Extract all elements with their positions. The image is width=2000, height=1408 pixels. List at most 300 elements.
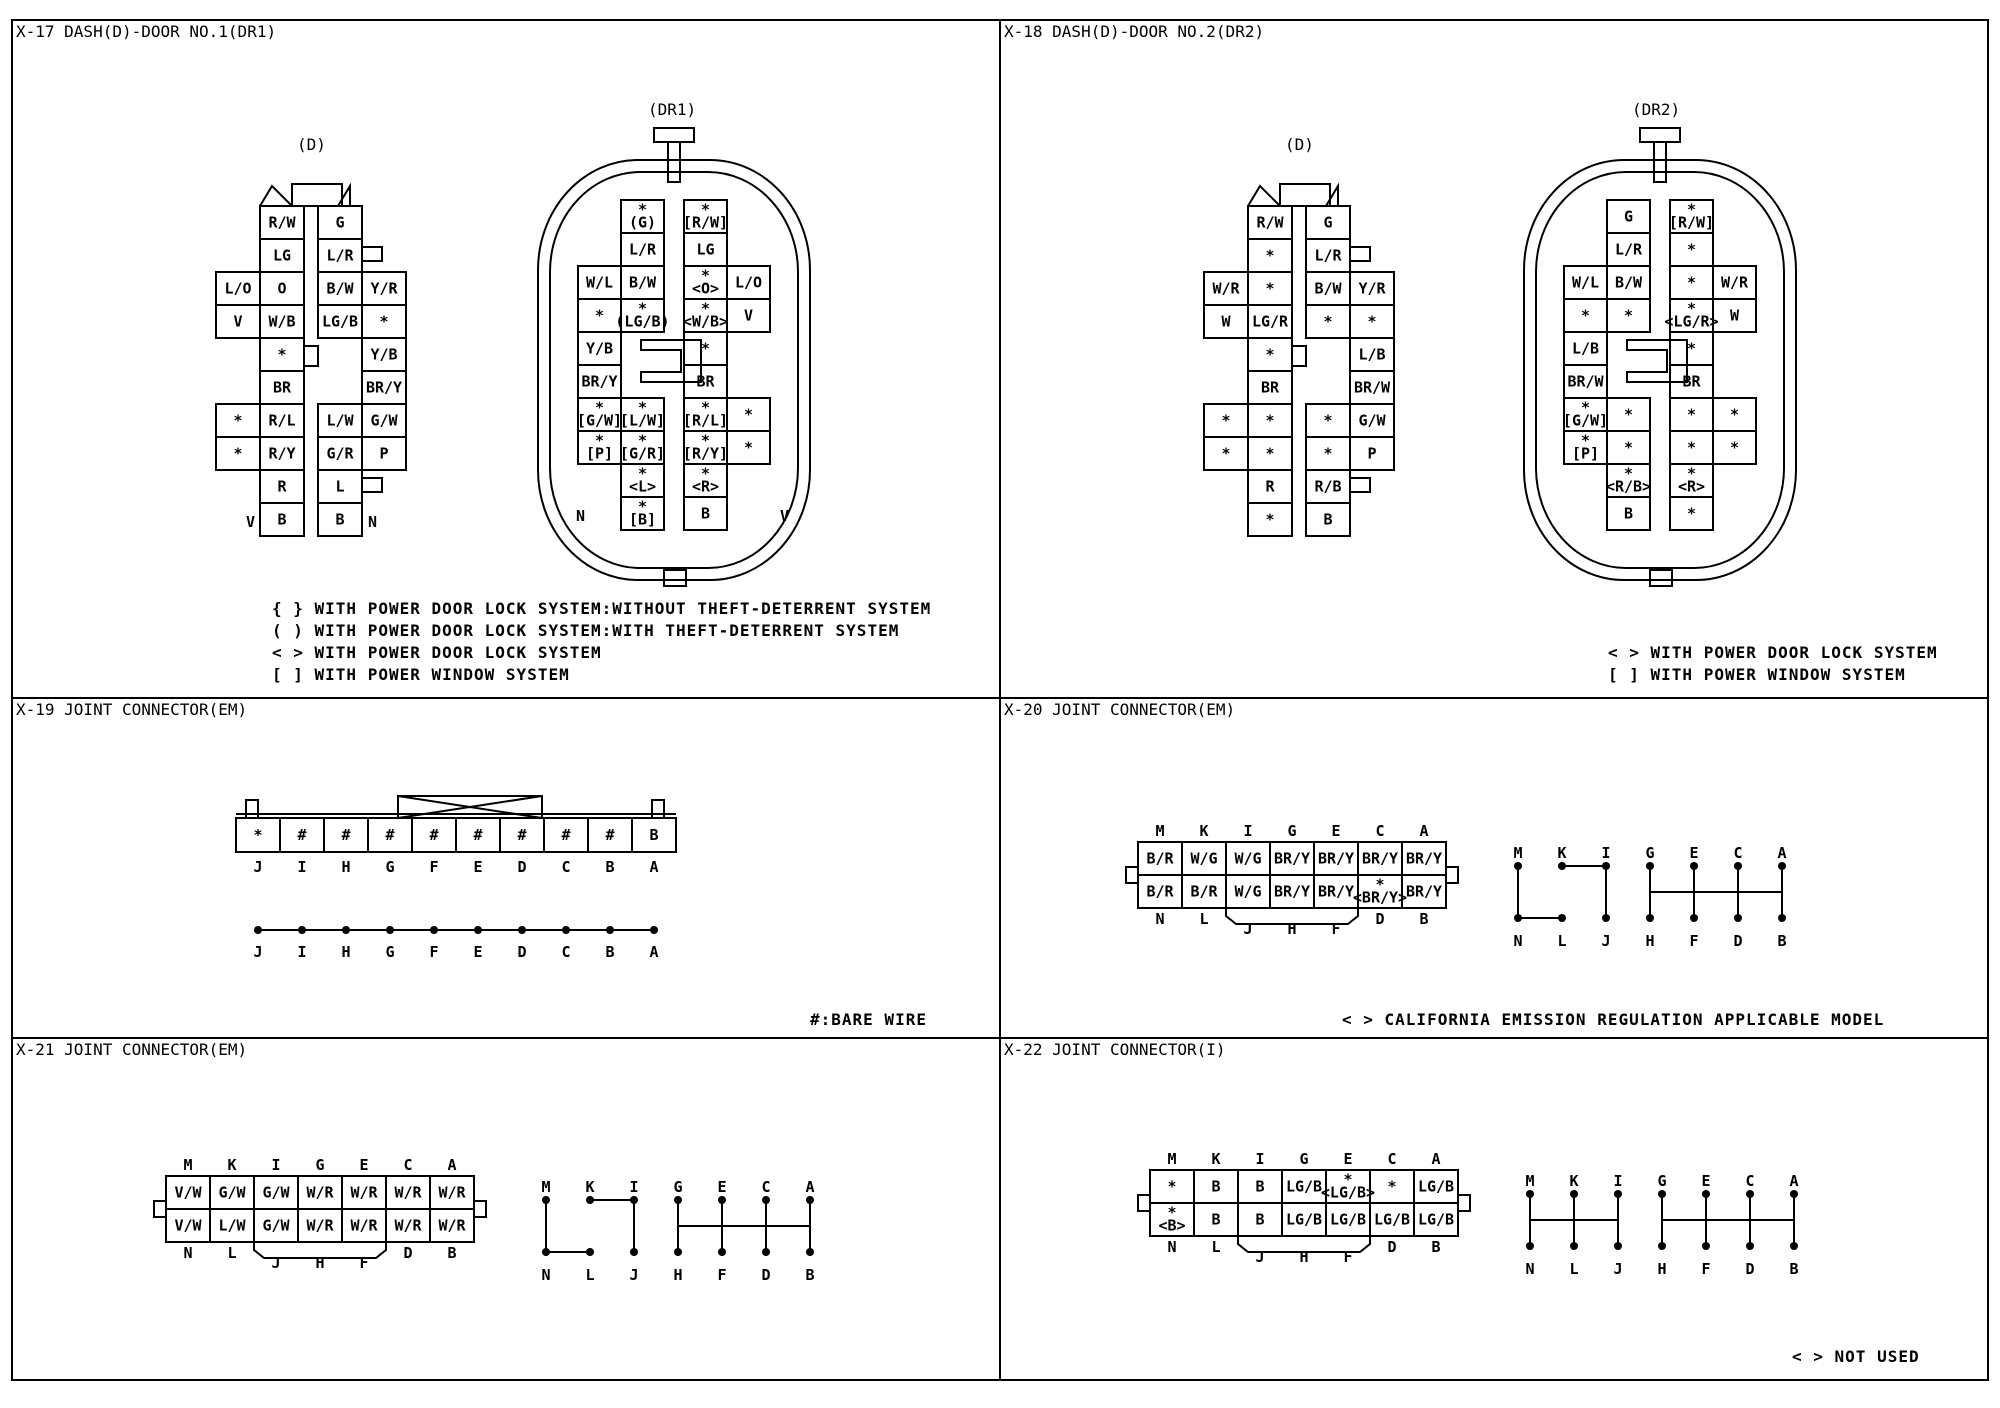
terminal-label: BR/Y: [1405, 849, 1443, 868]
terminal-label: *: [1265, 444, 1275, 463]
end-tab: [1458, 1195, 1470, 1211]
pin-letter: J: [253, 858, 263, 876]
terminal-label: R/L: [268, 411, 296, 430]
end-tab: [1446, 867, 1458, 883]
housing-inner: [1536, 172, 1784, 568]
terminal-label: * <LG/R>: [1664, 299, 1719, 331]
pin-letter: A: [1431, 1150, 1441, 1168]
terminal-label: L/R: [628, 240, 657, 259]
wire-link: [1530, 1194, 1618, 1246]
terminal-label: W/R: [350, 1216, 378, 1235]
junction-dot: [254, 926, 262, 934]
pin-letter: J: [271, 1254, 281, 1272]
terminal-label: W/G: [1190, 849, 1218, 868]
terminal-label: * [R/W]: [682, 200, 729, 232]
terminal-label: * <R>: [1677, 464, 1706, 496]
terminal-label: B: [1323, 510, 1333, 529]
junction-dot: [298, 926, 306, 934]
pin-letter: A: [649, 943, 659, 961]
junction-dot: [386, 926, 394, 934]
pin-letter: E: [473, 858, 483, 876]
terminal-label: B: [1255, 1177, 1265, 1196]
terminal-label: V/W: [174, 1216, 202, 1235]
terminal-label: B: [649, 826, 659, 844]
end-tab: [154, 1201, 166, 1217]
pin-letter: C: [1745, 1172, 1755, 1190]
terminal-label: BR/Y: [1405, 882, 1443, 901]
terminal-label: *: [1686, 240, 1697, 259]
junction-dot: [518, 926, 526, 934]
terminal-label: *: [1323, 411, 1333, 430]
terminal-label: *: [1623, 405, 1634, 424]
pin-letter: I: [1601, 844, 1611, 862]
pin-letter: D: [1733, 932, 1743, 950]
terminal-label: BR: [696, 372, 715, 391]
pin-letter: H: [1299, 1248, 1309, 1266]
pin-letter: G: [315, 1156, 325, 1174]
pin-letter: E: [1331, 822, 1341, 840]
terminal-label: *: [233, 411, 243, 430]
pin-letter: B: [1789, 1260, 1799, 1278]
bottom-tab: [1650, 570, 1672, 586]
terminal-label: B/R: [1146, 882, 1174, 901]
x18-notes: [1608, 643, 1938, 684]
terminal-label: V: [233, 312, 243, 331]
terminal-label: L/B: [1358, 345, 1386, 364]
pin-letter: M: [541, 1178, 551, 1196]
terminal-label: B: [700, 504, 711, 523]
terminal-label: *: [1323, 444, 1333, 463]
junction-dot: [430, 926, 438, 934]
terminal-label: *: [1686, 339, 1697, 358]
pin-letter: K: [585, 1178, 595, 1196]
key-tab: [1350, 247, 1370, 261]
pin-letter: H: [341, 858, 351, 876]
pin-letter: D: [1387, 1238, 1397, 1256]
pin-letter: L: [1211, 1238, 1221, 1256]
terminal-label: G/W: [218, 1183, 246, 1202]
pin-letter: D: [761, 1266, 771, 1284]
terminal-label: W/G: [1234, 882, 1262, 901]
pin-letter: N: [183, 1244, 193, 1262]
terminal-label: Y/R: [370, 279, 398, 298]
terminal-label: LG/B: [1329, 1210, 1367, 1229]
terminal-label: B/R: [1146, 849, 1174, 868]
terminal-label: *: [1167, 1177, 1177, 1196]
bottom-tab: [664, 570, 686, 586]
pin-letter: H: [341, 943, 351, 961]
pin-letter: E: [1689, 844, 1699, 862]
terminal-label: B: [277, 510, 287, 529]
x18-note-1: < > WITH POWER DOOR LOCK SYSTEM: [1608, 643, 1938, 662]
terminal-label: *: [1265, 279, 1275, 298]
pin-letter: J: [629, 1266, 639, 1284]
terminal-label: LG/B: [321, 312, 359, 331]
end-tab: [246, 800, 258, 818]
terminal-label: *: [233, 444, 243, 463]
pin-letter: I: [1613, 1172, 1623, 1190]
terminal-label: BR/Y: [1317, 849, 1355, 868]
pin-letter: I: [297, 943, 307, 961]
terminal-label: * [B]: [628, 497, 657, 529]
wire-link: [1650, 866, 1782, 918]
pin-letter: G: [1657, 1172, 1667, 1190]
pin-letter: I: [271, 1156, 281, 1174]
terminal-label: W/R: [1212, 279, 1240, 298]
terminal-label: G/W: [262, 1216, 290, 1235]
pin-letter: D: [403, 1244, 413, 1262]
terminal-label: W/R: [438, 1216, 466, 1235]
terminal-label: R/B: [1314, 477, 1342, 496]
key-tab: [304, 346, 318, 366]
terminal-label: BR/Y: [581, 372, 618, 391]
terminal-label: #: [561, 826, 571, 844]
pin-letter: A: [1789, 1172, 1799, 1190]
terminal-label: *: [1623, 438, 1634, 457]
pin-letter: M: [1525, 1172, 1535, 1190]
terminal-label: * (LG/B): [615, 299, 670, 331]
terminal-label: * <B>: [1158, 1203, 1186, 1235]
x21-title: X-21 JOINT CONNECTOR(EM): [16, 1040, 248, 1059]
terminal-label: G/W: [370, 411, 398, 430]
pin-letter: A: [447, 1156, 457, 1174]
x17-note-1: { } WITH POWER DOOR LOCK SYSTEM:WITHOUT THEFT-DETERRENT SYSTEM: [272, 599, 932, 618]
terminal-label: Y/B: [370, 345, 398, 364]
pin-letter: F: [1689, 932, 1699, 950]
pin-letter: H: [1645, 932, 1655, 950]
pin-letter: D: [1745, 1260, 1755, 1278]
terminal-label: * [G/W]: [576, 398, 623, 430]
terminal-label: G: [1323, 213, 1333, 232]
terminal-label: LG: [696, 240, 715, 259]
x17-note-3: < > WITH POWER DOOR LOCK SYSTEM: [272, 643, 602, 662]
terminal-label: *: [1686, 405, 1697, 424]
key-tab: [362, 478, 382, 492]
terminal-label: BR/W: [1353, 378, 1391, 397]
pin-letter: C: [403, 1156, 413, 1174]
key-tab: [362, 247, 382, 261]
pin-letter: K: [1557, 844, 1567, 862]
terminal-label: LG/R: [1251, 312, 1289, 331]
pin-letter: I: [1243, 822, 1253, 840]
pin-letter: B: [447, 1244, 457, 1262]
pin-letter: B: [805, 1266, 815, 1284]
x18-d-connector: [1204, 135, 1394, 536]
pin-letter: H: [1657, 1260, 1667, 1278]
pin-letter: K: [227, 1156, 237, 1174]
terminal-label: G/W: [262, 1183, 290, 1202]
latch: [1248, 186, 1338, 206]
terminal-label: W/L: [585, 273, 614, 292]
terminal-label: * [L/W]: [619, 398, 666, 430]
junction-dot: [474, 926, 482, 934]
terminal-label: W/R: [350, 1183, 378, 1202]
pin-letter: M: [183, 1156, 193, 1174]
pin-letter: F: [1701, 1260, 1711, 1278]
end-tab: [1126, 867, 1138, 883]
x17-d-label: (D): [297, 135, 326, 154]
terminal-label: W/R: [438, 1183, 466, 1202]
terminal-label: #: [385, 826, 395, 844]
pin-letter: F: [429, 943, 439, 961]
x17-dr1-connector: [538, 100, 810, 586]
x20-connector: [1126, 822, 1787, 950]
terminal-label: #: [429, 826, 439, 844]
pin-letter: K: [1569, 1172, 1579, 1190]
terminal-label: BR: [1260, 378, 1280, 397]
post-cap: [1640, 128, 1680, 142]
pin-letter: N: [1167, 1238, 1177, 1256]
pin-letter: A: [1777, 844, 1787, 862]
pin-letter: C: [561, 943, 571, 961]
terminal-label: BR/Y: [1317, 882, 1355, 901]
pin-letter: N: [1155, 910, 1165, 928]
side-label: V: [780, 507, 790, 525]
x18-dr2-grid: [1524, 128, 1796, 586]
pin-letter: F: [717, 1266, 727, 1284]
terminal-label: G: [335, 213, 345, 232]
x17-d-grid: [216, 184, 406, 536]
pin-letter: C: [761, 1178, 771, 1196]
x17-dr1-label: (DR1): [648, 100, 697, 119]
pin-letter: G: [1299, 1150, 1309, 1168]
terminal-label: BR: [272, 378, 292, 397]
pin-letter: E: [717, 1178, 727, 1196]
terminal-label: B/R: [1190, 882, 1218, 901]
terminal-label: B: [1211, 1177, 1221, 1196]
terminal-label: #: [297, 826, 307, 844]
x17-note-4: [ ] WITH POWER WINDOW SYSTEM: [272, 665, 570, 684]
pin-letter: F: [1331, 920, 1341, 938]
pin-letter: I: [297, 858, 307, 876]
pin-letter: L: [1557, 932, 1567, 950]
terminal-label: LG: [272, 246, 292, 265]
x17-title: X-17 DASH(D)-DOOR NO.1(DR1): [16, 22, 277, 41]
pin-letter: B: [1777, 932, 1787, 950]
pin-letter: N: [541, 1266, 551, 1284]
terminal-label: *: [1221, 411, 1231, 430]
x18-dr2-connector: [1524, 100, 1796, 586]
terminal-label: L/O: [734, 273, 763, 292]
x18-title: X-18 DASH(D)-DOOR NO.2(DR2): [1004, 22, 1265, 41]
x17-dr1-grid: [538, 128, 810, 586]
pin-letter: H: [315, 1254, 325, 1272]
center-key: [641, 340, 701, 382]
side-label: N: [368, 513, 378, 531]
end-tab: [474, 1201, 486, 1217]
terminal-label: L/O: [224, 279, 252, 298]
terminal-label: LG/B: [1417, 1177, 1455, 1196]
terminal-label: Y/B: [585, 339, 614, 358]
post-cap: [654, 128, 694, 142]
terminal-label: * [R/L]: [682, 398, 729, 430]
pin-letter: M: [1155, 822, 1165, 840]
terminal-label: *: [1265, 345, 1275, 364]
terminal-label: L/R: [326, 246, 354, 265]
pin-letter: N: [1513, 932, 1523, 950]
terminal-label: * [G/W]: [1562, 398, 1609, 430]
terminal-label: G/W: [1358, 411, 1386, 430]
terminal-label: R/W: [1256, 213, 1284, 232]
terminal-label: W/G: [1234, 849, 1262, 868]
terminal-label: *: [1387, 1177, 1397, 1196]
terminal-label: * [P]: [1571, 431, 1600, 463]
pin-letter: M: [1167, 1150, 1177, 1168]
pin-letter: C: [1375, 822, 1385, 840]
pin-letter: E: [1701, 1172, 1711, 1190]
terminal-label: *: [1265, 510, 1275, 529]
pin-letter: H: [1287, 920, 1297, 938]
pin-letter: E: [473, 943, 483, 961]
pin-letter: L: [585, 1266, 595, 1284]
terminal-label: B: [335, 510, 345, 529]
terminal-label: *: [1686, 273, 1697, 292]
pin-letter: F: [359, 1254, 369, 1272]
terminal-label: B/W: [628, 273, 657, 292]
terminal-label: R: [277, 477, 287, 496]
x22-title: X-22 JOINT CONNECTOR(I): [1004, 1040, 1226, 1059]
pin-letter: K: [1199, 822, 1209, 840]
terminal-label: *: [1580, 306, 1591, 325]
pin-letter: D: [517, 858, 527, 876]
terminal-label: #: [473, 826, 483, 844]
terminal-label: * (G): [628, 200, 657, 232]
terminal-label: *: [1265, 246, 1275, 265]
x17-notes: [272, 599, 931, 684]
terminal-label: *: [1686, 504, 1697, 523]
terminal-label: B/W: [1614, 273, 1643, 292]
x19-title: X-19 JOINT CONNECTOR(EM): [16, 700, 248, 719]
terminal-label: #: [341, 826, 351, 844]
x20-title: X-20 JOINT CONNECTOR(EM): [1004, 700, 1236, 719]
pin-letter: B: [1419, 910, 1429, 928]
terminal-label: B: [1255, 1210, 1265, 1229]
pin-letter: C: [1387, 1150, 1397, 1168]
pin-letter: G: [385, 943, 395, 961]
pin-letter: B: [605, 858, 615, 876]
x20-note: < > CALIFORNIA EMISSION REGULATION APPLICABLE MODEL: [1342, 1010, 1885, 1029]
terminal-label: R/Y: [268, 444, 296, 463]
pin-letter: G: [1287, 822, 1297, 840]
terminal-label: * <W/B>: [682, 299, 729, 331]
terminal-label: *: [1265, 411, 1275, 430]
housing-inner: [550, 172, 798, 568]
terminal-label: * <R>: [691, 464, 720, 496]
pin-letter: H: [673, 1266, 683, 1284]
pin-letter: L: [1199, 910, 1209, 928]
x17-d-connector: [216, 135, 406, 536]
terminal-label: * <LG/B>: [1320, 1170, 1376, 1202]
latch: [260, 186, 350, 206]
terminal-label: *: [743, 405, 754, 424]
terminal-label: R: [1265, 477, 1275, 496]
wire-link: [1518, 866, 1562, 918]
terminal-label: *: [1729, 438, 1740, 457]
pin-letter: D: [517, 943, 527, 961]
pin-letter: B: [605, 943, 615, 961]
pin-letter: J: [1601, 932, 1611, 950]
terminal-label: B: [1623, 504, 1634, 523]
junction-dot: [650, 926, 658, 934]
key-tab: [1292, 346, 1306, 366]
terminal-label: *: [743, 438, 754, 457]
terminal-label: BR/Y: [1361, 849, 1399, 868]
terminal-label: *: [700, 339, 711, 358]
side-label: N: [576, 507, 586, 525]
x19-connector: [236, 796, 676, 961]
terminal-label: L: [335, 477, 345, 496]
terminal-label: W/R: [1720, 273, 1749, 292]
pin-letter: E: [1343, 1150, 1353, 1168]
terminal-label: Y/R: [1358, 279, 1386, 298]
junction-dot: [342, 926, 350, 934]
terminal-label: W/R: [306, 1183, 334, 1202]
pin-letter: J: [1613, 1260, 1623, 1278]
terminal-label: *: [277, 345, 287, 364]
terminal-label: * <L>: [628, 464, 657, 496]
wire-link: [678, 1200, 810, 1252]
terminal-label: BR/Y: [1273, 849, 1311, 868]
pin-letter: C: [1733, 844, 1743, 862]
pin-letter: N: [1525, 1260, 1535, 1278]
pin-letter: B: [1431, 1238, 1441, 1256]
latch-block: [1280, 184, 1330, 206]
terminal-label: P: [379, 444, 389, 463]
terminal-label: W/B: [268, 312, 296, 331]
terminal-label: W/R: [306, 1216, 334, 1235]
terminal-label: P: [1367, 444, 1377, 463]
terminal-label: * <BR/Y>: [1352, 875, 1408, 907]
pin-letter: C: [561, 858, 571, 876]
terminal-label: *: [594, 306, 605, 325]
terminal-label: G: [1623, 207, 1634, 226]
x18-note-2: [ ] WITH POWER WINDOW SYSTEM: [1608, 665, 1906, 684]
center-key: [1627, 340, 1687, 382]
terminal-label: L/R: [1314, 246, 1342, 265]
terminal-label: L/B: [1571, 339, 1600, 358]
terminal-label: *: [379, 312, 389, 331]
terminal-label: LG/B: [1285, 1177, 1323, 1196]
pin-letter: D: [1375, 910, 1385, 928]
x22-connector: [1138, 1150, 1799, 1278]
terminal-label: W/R: [394, 1216, 422, 1235]
junction-dot: [562, 926, 570, 934]
pin-letter: J: [1243, 920, 1253, 938]
terminal-label: B/W: [1314, 279, 1342, 298]
terminal-label: W/L: [1571, 273, 1600, 292]
terminal-label: #: [605, 826, 615, 844]
wire-link: [546, 1200, 590, 1252]
terminal-label: B/W: [326, 279, 354, 298]
terminal-label: W: [1729, 306, 1740, 325]
pin-letter: I: [1255, 1150, 1265, 1168]
x18-d-label: (D): [1285, 135, 1314, 154]
end-tab: [1138, 1195, 1150, 1211]
terminal-label: *: [253, 826, 263, 844]
side-label: V: [246, 513, 256, 531]
terminal-label: BR: [1682, 372, 1701, 391]
terminal-label: #: [517, 826, 527, 844]
terminal-label: *: [1623, 306, 1634, 325]
terminal-label: BR/W: [1567, 372, 1604, 391]
pin-letter: L: [1569, 1260, 1579, 1278]
terminal-label: O: [277, 279, 287, 298]
x22-note: < > NOT USED: [1792, 1347, 1920, 1366]
wire-link: [1562, 866, 1606, 918]
terminal-label: * [P]: [585, 431, 614, 463]
pin-letter: A: [805, 1178, 815, 1196]
pin-letter: G: [1645, 844, 1655, 862]
